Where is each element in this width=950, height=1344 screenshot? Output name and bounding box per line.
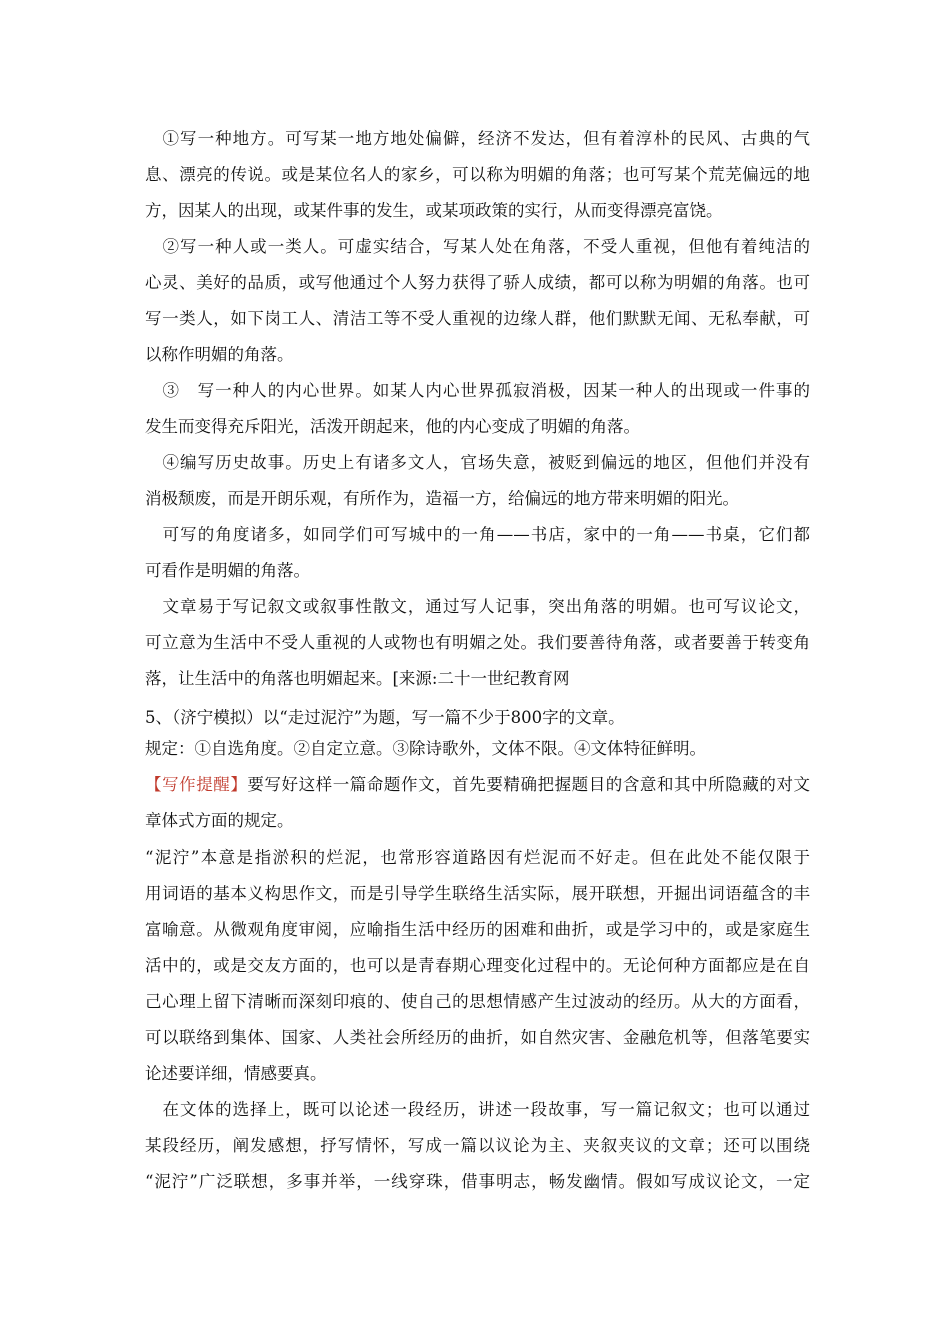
paragraph-place — [145, 121, 810, 229]
text-line: 某段经历，阐发感想，抒写情怀，写成一篇以议论为主、夹叙夹议的文章；还可以围绕 — [145, 1136, 810, 1155]
text-line: 活中的，或是交友方面的，也可以是青春期心理变化过程中的。无论何种方面都应是在自 — [145, 956, 810, 975]
text-line: 发生而变得充斥阳光，活泼开朗起来，他的内心变成了明媚的角落。 — [145, 417, 640, 436]
paragraph-person — [145, 229, 810, 373]
text-line: ④编写历史故事。历史上有诸多文人，官场失意，被贬到偏远的地区，但他们并没有 — [145, 453, 810, 472]
writing-tip — [145, 767, 810, 839]
text-line: 写一类人，如下岗工人、清洁工等不受人重视的边缘人群，他们默默无闻、无私奉献，可 — [145, 309, 810, 328]
text-line: 消极颓废，而是开朗乐观，有所作为，造福一方，给偏远的地方带来明媚的阳光。 — [145, 489, 739, 508]
text-line: ①写一种地方。可写某一地方地处偏僻，经济不发达，但有着淳朴的民风、古典的气 — [145, 129, 810, 148]
text-line: 富喻意。从微观角度审阅，应喻指生活中经历的困难和曲折，或是学习中的，或是家庭生 — [145, 920, 810, 939]
text-line: 在文体的选择上，既可以论述一段经历，讲述一段故事，写一篇记叙文；也可以通过 — [145, 1100, 810, 1119]
paragraph-angles — [145, 517, 810, 589]
text-line: 息、漂亮的传说。或是某位名人的家乡，可以称为明媚的角落；也可写某个荒芜偏远的地 — [145, 165, 810, 184]
text-line: 可以联络到集体、国家、人类社会所经历的曲折，如自然灾害、金融危机等，但落笔要实 — [145, 1028, 810, 1047]
question-title: 5、（济宁模拟）以“走过泥泞”为题，写一篇不少于800字的文章。 — [145, 708, 625, 727]
text-line: ②写一种人或一类人。可虚实结合，写某人处在角落，不受人重视，但他有着纯洁的 — [145, 237, 810, 256]
text-line: 己心理上留下清晰而深刻印痕的、使自己的思想情感产生过波动的经历。从大的方面看， — [145, 992, 810, 1011]
writing-tip-tag: 【写作提醒】 — [145, 775, 248, 794]
question-rules — [145, 735, 810, 763]
paragraph-history — [145, 445, 810, 517]
text-line: “泥泞”广泛联想，多事并举，一线穿珠，借事明志，畅发幽情。假如写成议论文，一定 — [145, 1172, 810, 1191]
text-line: 可看作是明媚的角落。 — [145, 561, 310, 580]
paragraph-inner-world — [145, 373, 810, 445]
text-line: 文章易于写记叙文或叙事性散文，通过写人记事，突出角落的明媚。也可写议论文， — [145, 597, 810, 616]
text-line: 可立意为生活中不受人重视的人或物也有明媚之处。我们要善待角落，或者要善于转变角 — [145, 633, 810, 652]
text-line: 以称作明媚的角落。 — [145, 345, 294, 364]
text-line: 心灵、美好的品质，或写他通过个人努力获得了骄人成绩，都可以称为明媚的角落。也可 — [145, 273, 810, 292]
paragraph-style-choice — [145, 1092, 810, 1200]
text-line: ③ 写一种人的内心世界。如某人内心世界孤寂消极，因某一种人的出现或一件事的 — [145, 381, 810, 400]
text-line: 【写作提醒】要写好这样一篇命题作文，首先要精确把握题目的含意和其中所隐藏的对文 — [145, 775, 810, 794]
question-five — [145, 704, 810, 732]
text-line: “泥泞”本意是指淤积的烂泥，也常形容道路因有烂泥而不好走。但在此处不能仅限于 — [145, 848, 810, 867]
text-line: 用词语的基本义构思作文，而是引导学生联络生活实际，展开联想，开掘出词语蕴含的丰 — [145, 884, 810, 903]
paragraph-mud-meaning — [145, 840, 810, 1092]
text-line: 方，因某人的出现，或某件事的发生，或某项政策的实行，从而变得漂亮富饶。 — [145, 201, 723, 220]
text-line: 可写的角度诸多，如同学们可写城中的一角——书店，家中的一角——书桌，它们都 — [145, 525, 810, 544]
paragraph-genre — [145, 589, 810, 697]
rules-text: 规定：①自选角度。②自定立意。③除诗歌外，文体不限。④文体特征鲜明。 — [145, 739, 706, 758]
text-line: 论述要详细，情感要真。 — [145, 1064, 327, 1083]
text-line: 落，让生活中的角落也明媚起来。[来源:二十一世纪教育网 — [145, 669, 570, 688]
text-line: 章体式方面的规定。 — [145, 811, 294, 830]
